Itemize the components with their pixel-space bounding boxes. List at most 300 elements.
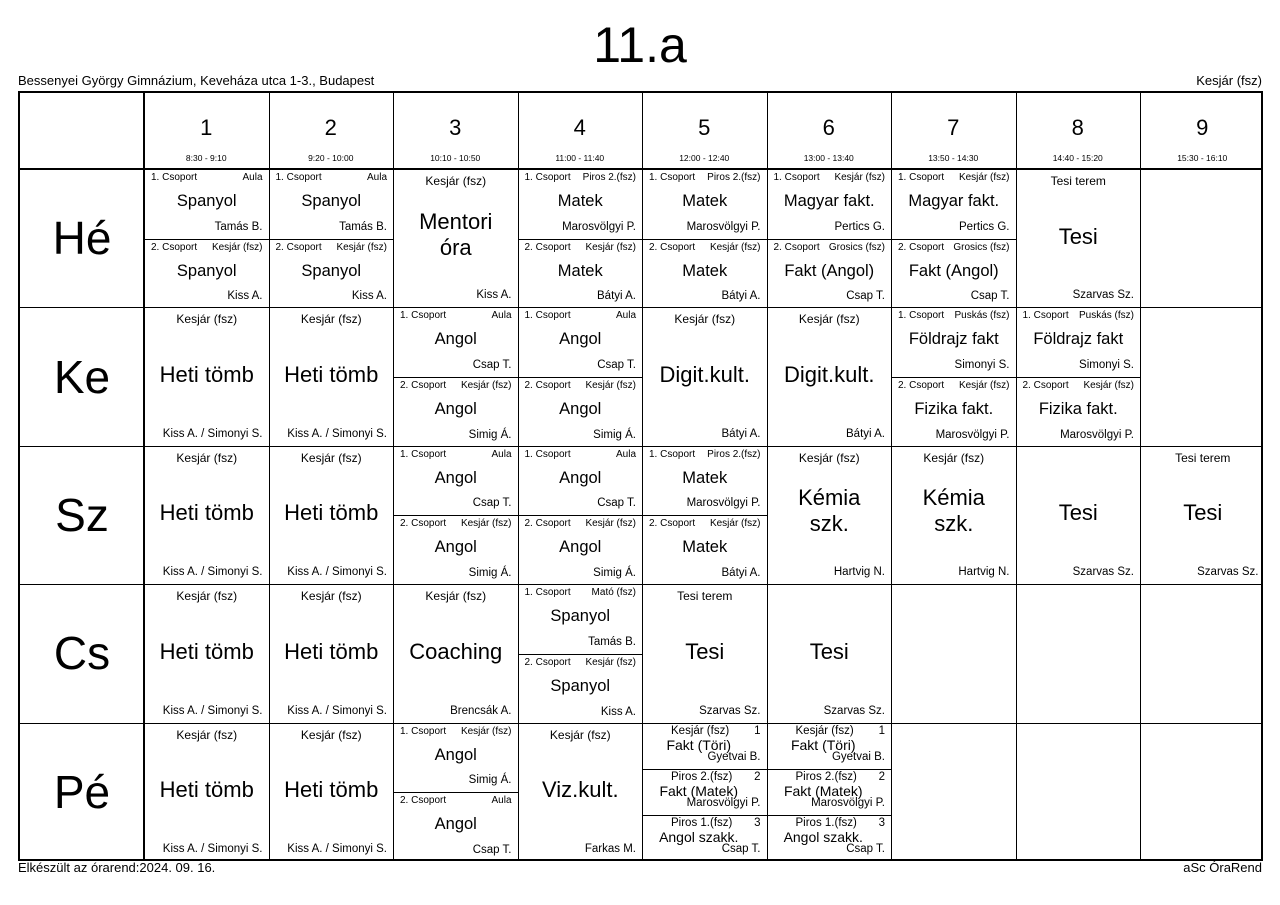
group-room: Kesjár (fsz) (585, 518, 636, 530)
period-header (269, 93, 394, 169)
lesson-subject: Angol (559, 468, 602, 487)
lesson-room: Kesjár (fsz) (798, 450, 860, 465)
lesson-subject: Angol szakk. (659, 829, 739, 846)
group-label: 2. Csoport (400, 518, 447, 530)
lesson-cell (892, 308, 1016, 445)
lesson-subject: Heti tömb (159, 777, 254, 803)
lesson-group (270, 239, 394, 308)
lesson-cell (768, 170, 892, 307)
lesson-room: Tesi terem (677, 589, 733, 604)
day-label: Ke (53, 350, 111, 403)
block-room: Piros 1.(fsz) (671, 817, 733, 830)
lesson-cell (145, 308, 269, 445)
lesson-subject: Spanyol (176, 192, 237, 210)
lesson-teacher: Tamás B. (339, 220, 387, 233)
period-number: 2 (324, 115, 337, 140)
lesson-group (519, 447, 643, 516)
lesson-subject: Fakt (Angol) (908, 261, 999, 280)
lesson-subject: Digit.kult. (784, 362, 875, 388)
lesson-teacher: Csap T. (597, 359, 636, 372)
period-number: 6 (822, 115, 835, 140)
lesson-room: Kesjár (fsz) (549, 727, 611, 742)
lesson-cell (643, 585, 767, 722)
lesson-cell (768, 447, 892, 584)
lesson-cell (1017, 724, 1141, 861)
lesson-subject: Fizika fakt. (914, 400, 994, 419)
period-number: 7 (947, 115, 960, 140)
lesson-subject: Tesi (1058, 223, 1098, 249)
lesson-group (643, 447, 767, 516)
lesson-subject: Mentori óra (419, 208, 493, 260)
lesson-cell (394, 447, 518, 584)
lesson-room: Kesjár (fsz) (674, 312, 736, 327)
block-room: Kesjár (fsz) (671, 724, 730, 737)
period-header (1016, 93, 1141, 169)
lesson-cell (394, 308, 518, 445)
lesson-teacher: Kiss A. / Simonyi S. (162, 704, 263, 717)
lesson-cell (1017, 170, 1141, 307)
lesson-teacher: Csap T. (472, 359, 512, 372)
group-room: Kesjár (fsz) (1083, 380, 1134, 392)
lesson-teacher: Marosvölgyi P. (562, 220, 636, 233)
lesson-teacher: Hartvig N. (833, 566, 885, 579)
created-date: Elkészült az órarend:2024. 09. 16. (18, 860, 216, 875)
lesson-teacher: Bátyi A. (846, 427, 885, 440)
lesson-cell (1017, 585, 1141, 722)
lesson-group (394, 724, 518, 793)
block-room: Piros 2.(fsz) (795, 771, 857, 784)
lesson-cell (1141, 308, 1265, 445)
lesson-teacher: Bátyi A. (597, 290, 636, 303)
lesson-group (892, 377, 1016, 446)
group-label: 1. Csoport (649, 448, 696, 460)
lesson-teacher: Marosvölgyi P. (1060, 428, 1134, 441)
group-label: 2. Csoport (1022, 380, 1069, 392)
lesson-teacher: Kiss A. (351, 290, 387, 303)
lesson-cell (1141, 724, 1265, 861)
lesson-subject: Digit.kult. (659, 362, 750, 388)
lesson-cell (519, 724, 643, 861)
lesson-subject: Matek (682, 468, 728, 487)
block-number: 2 (754, 771, 761, 784)
lesson-cell (394, 724, 518, 861)
block-number: 3 (878, 817, 885, 830)
lesson-teacher: Marosvölgyi P. (686, 497, 761, 510)
lesson-cell (1017, 308, 1141, 445)
group-label: 2. Csoport (524, 241, 571, 253)
group-label: 1. Csoport (524, 587, 571, 599)
period-number: 1 (200, 115, 213, 140)
lesson-subject: Angol (434, 468, 477, 487)
lesson-teacher: Csap T. (846, 290, 885, 303)
lesson-cell (145, 724, 269, 861)
group-room: Aula (242, 172, 263, 183)
period-header (1140, 93, 1265, 169)
group-room: Grosics (fsz) (953, 241, 1010, 253)
software-credit: aSc ÓraRend (1183, 860, 1262, 875)
lesson-cell (892, 724, 1016, 861)
lesson-subject: Matek (682, 192, 728, 210)
lesson-room: Kesjár (fsz) (425, 589, 487, 604)
group-room: Grosics (fsz) (828, 241, 885, 253)
group-label: 2. Csoport (400, 795, 447, 807)
lesson-teacher: Kiss A. / Simonyi S. (287, 427, 387, 440)
lesson-room: Kesjár (fsz) (176, 450, 238, 465)
lesson-teacher: Gyetvai B. (707, 750, 761, 763)
lesson-group (892, 239, 1016, 308)
day-label: Pé (53, 765, 111, 818)
lesson-subject: Matek (682, 538, 728, 557)
lesson-teacher: Kiss A. / Simonyi S. (287, 842, 387, 855)
period-time: 15:30 - 16:10 (1177, 153, 1228, 163)
block-number: 1 (878, 724, 885, 737)
lesson-teacher: Simig Á. (593, 428, 636, 441)
lesson-group (394, 308, 518, 377)
lesson-subject: Angol (434, 538, 477, 557)
lesson-teacher: Tamás B. (214, 220, 263, 233)
lesson-room: Kesjár (fsz) (798, 312, 860, 327)
lesson-teacher: Marosvölgyi P. (935, 428, 1010, 441)
group-room: Kesjár (fsz) (460, 725, 512, 737)
lesson-subject: Matek (557, 192, 603, 210)
lesson-subject: Angol (434, 745, 477, 764)
lesson-group (892, 308, 1016, 377)
lesson-subject: Heti tömb (284, 638, 379, 664)
lesson-group (145, 239, 269, 308)
lesson-subject: Angol (434, 400, 477, 419)
lesson-teacher: Csap T. (721, 843, 761, 856)
group-room: Aula (366, 172, 387, 183)
period-time: 11:00 - 11:40 (555, 153, 605, 163)
group-label: 1. Csoport (275, 172, 322, 183)
lesson-group (519, 585, 643, 654)
period-header (767, 93, 892, 169)
period-time: 13:50 - 14:30 (928, 153, 979, 163)
lesson-group (519, 308, 643, 377)
group-label: 2. Csoport (400, 380, 447, 392)
school-address: Bessenyei György Gimnázium, Keveháza utca 1-3., Budapest (18, 73, 375, 88)
lesson-teacher: Szarvas Sz. (1197, 566, 1259, 579)
lesson-cell (394, 170, 518, 307)
period-time: 13:00 - 13:40 (803, 153, 854, 163)
period-number: 9 (1196, 115, 1209, 140)
lesson-subject: Heti tömb (159, 362, 254, 388)
lesson-teacher: Csap T. (472, 843, 512, 856)
lesson-teacher: Kiss A. / Simonyi S. (162, 566, 263, 579)
lesson-group (1017, 377, 1141, 446)
timetable-grid (18, 91, 1263, 861)
lesson-teacher: Pertics G. (834, 220, 885, 233)
lesson-teacher: Kiss A. (227, 290, 263, 303)
lesson-group (768, 239, 892, 308)
lesson-cell (270, 585, 394, 722)
lesson-cell (892, 585, 1016, 722)
lesson-teacher: Csap T. (846, 843, 885, 856)
group-room: Piros 2.(fsz) (707, 448, 761, 460)
lesson-subject: Heti tömb (284, 777, 379, 803)
lesson-group (394, 792, 518, 861)
lesson-teacher: Bátyi A. (721, 567, 761, 580)
lesson-group (643, 515, 767, 584)
lesson-teacher: Csap T. (472, 497, 512, 510)
group-room: Kesjár (fsz) (585, 656, 636, 668)
lesson-subject: Spanyol (550, 607, 611, 626)
lesson-subject: Tesi (685, 638, 725, 664)
period-header (144, 93, 269, 169)
lesson-room: Kesjár (fsz) (300, 312, 362, 327)
lesson-cell (270, 447, 394, 584)
period-header (393, 93, 518, 169)
lesson-cell (643, 724, 767, 861)
lesson-teacher: Marosvölgyi P. (811, 797, 885, 810)
period-time: 10:10 - 10:50 (430, 153, 481, 163)
lesson-subject: Angol (559, 538, 602, 557)
period-header (891, 93, 1016, 169)
lesson-group (519, 239, 643, 308)
group-room: Puskás (fsz) (1078, 310, 1134, 322)
lesson-subject: Magyar fakt. (908, 192, 1000, 210)
lesson-subject: Spanyol (550, 676, 611, 695)
group-room: Kesjár (fsz) (709, 241, 761, 253)
group-room: Aula (615, 310, 636, 322)
lesson-teacher: Szarvas Sz. (823, 704, 885, 717)
lesson-group (892, 170, 1016, 239)
lesson-room: Kesjár (fsz) (425, 174, 487, 188)
lesson-room: Kesjár (fsz) (300, 589, 362, 604)
lesson-teacher: Kiss A. / Simonyi S. (162, 842, 263, 855)
lesson-group (270, 170, 394, 239)
lesson-subject: Fakt (Matek) (659, 783, 739, 800)
group-room: Aula (491, 448, 512, 460)
block-room: Kesjár (fsz) (795, 724, 854, 737)
group-room: Aula (491, 795, 512, 807)
lesson-room: Kesjár (fsz) (300, 727, 362, 742)
block-number: 2 (878, 771, 885, 784)
group-label: 1. Csoport (524, 310, 571, 322)
lesson-cell (145, 585, 269, 722)
group-room: Kesjár (fsz) (958, 380, 1010, 392)
lesson-subject: Angol szakk. (783, 829, 863, 846)
lesson-block (643, 815, 767, 861)
lesson-room: Kesjár (fsz) (176, 312, 238, 327)
lesson-subject: Heti tömb (284, 500, 379, 526)
lesson-block (768, 815, 892, 861)
lesson-teacher: Csap T. (970, 290, 1010, 303)
lesson-teacher: Simonyi S. (954, 359, 1010, 372)
lesson-subject: Fakt (Angol) (784, 261, 875, 280)
group-room: Piros 2.(fsz) (707, 172, 761, 183)
group-label: 1. Csoport (898, 310, 945, 322)
period-time: 9:20 - 10:00 (308, 153, 354, 163)
lesson-cell (145, 170, 269, 307)
lesson-group (145, 170, 269, 239)
lesson-cell (1141, 170, 1265, 307)
lesson-cell (768, 308, 892, 445)
lesson-cell (643, 308, 767, 445)
lesson-subject: Földrajz fakt (1033, 330, 1124, 349)
lesson-teacher: Simig Á. (593, 567, 636, 580)
lesson-teacher: Brencsák A. (450, 704, 512, 717)
lesson-group (519, 377, 643, 446)
lesson-cell (768, 724, 892, 861)
lesson-subject: Kémia szk. (922, 485, 985, 537)
lesson-subject: Fakt (Töri) (790, 736, 856, 753)
lesson-cell (1141, 447, 1265, 584)
lesson-block (768, 769, 892, 815)
page-title: 11.a (593, 17, 687, 73)
group-room: Mató (fsz) (591, 587, 636, 599)
lesson-room: Tesi terem (1050, 174, 1106, 188)
group-label: 2. Csoport (524, 380, 571, 392)
lesson-teacher: Pertics G. (959, 220, 1010, 233)
lesson-cell (519, 585, 643, 722)
block-room: Piros 2.(fsz) (671, 771, 733, 784)
lesson-teacher: Simig Á. (468, 567, 512, 580)
group-room: Kesjár (fsz) (336, 241, 387, 253)
group-label: 2. Csoport (773, 241, 820, 253)
lesson-cell (270, 308, 394, 445)
lesson-teacher: Szarvas Sz. (1072, 289, 1134, 302)
lesson-cell (768, 585, 892, 722)
lesson-subject: Viz.kult. (541, 777, 619, 803)
group-room: Kesjár (fsz) (834, 172, 885, 183)
lesson-cell (270, 170, 394, 307)
lesson-group (394, 515, 518, 584)
lesson-teacher: Tamás B. (588, 635, 636, 648)
lesson-teacher: Marosvölgyi P. (686, 797, 761, 810)
lesson-teacher: Marosvölgyi P. (686, 220, 761, 233)
group-label: 1. Csoport (400, 448, 447, 460)
group-room: Aula (491, 310, 512, 322)
lesson-subject: Tesi (1058, 500, 1098, 526)
group-label: 1. Csoport (1022, 310, 1069, 322)
lesson-cell (1141, 585, 1265, 722)
lesson-teacher: Kiss A. (600, 705, 636, 718)
group-label: 1. Csoport (524, 448, 571, 460)
lesson-subject: Heti tömb (284, 362, 379, 388)
lesson-subject: Spanyol (301, 192, 362, 210)
period-header (518, 93, 643, 169)
lesson-subject: Földrajz fakt (908, 330, 999, 349)
day-label: Hé (52, 212, 112, 265)
group-room: Kesjár (fsz) (211, 241, 263, 253)
lesson-group (519, 515, 643, 584)
lesson-subject: Magyar fakt. (783, 192, 875, 210)
group-room: Piros 2.(fsz) (582, 172, 636, 183)
lesson-teacher: Kiss A. / Simonyi S. (287, 704, 387, 717)
period-time: 12:00 - 12:40 (679, 153, 730, 163)
period-number: 4 (573, 115, 586, 140)
group-label: 2. Csoport (898, 380, 945, 392)
lesson-group (1017, 308, 1141, 377)
period-number: 3 (449, 115, 462, 140)
day-label: Cs (53, 627, 111, 680)
lesson-subject: Spanyol (301, 261, 362, 280)
lesson-subject: Angol (559, 330, 602, 349)
lesson-teacher: Bátyi A. (721, 427, 761, 440)
lesson-room: Kesjár (fsz) (176, 727, 238, 742)
lesson-teacher: Farkas M. (584, 842, 636, 855)
lesson-teacher: Csap T. (597, 497, 636, 510)
group-label: 2. Csoport (275, 241, 322, 253)
group-room: Aula (615, 448, 636, 460)
lesson-cell (643, 447, 767, 584)
lesson-block (643, 769, 767, 815)
lesson-cell (519, 447, 643, 584)
group-label: 1. Csoport (898, 172, 945, 183)
group-room: Puskás (fsz) (954, 310, 1010, 322)
lesson-subject: Heti tömb (159, 638, 254, 664)
group-label: 2. Csoport (649, 518, 696, 530)
lesson-cell (1017, 447, 1141, 584)
lesson-teacher: Kiss A. / Simonyi S. (162, 427, 263, 440)
group-label: 2. Csoport (898, 241, 945, 253)
lesson-teacher: Kiss A. / Simonyi S. (287, 566, 387, 579)
block-number: 3 (754, 817, 761, 830)
lesson-cell (892, 447, 1016, 584)
lesson-subject: Angol (559, 400, 602, 419)
lesson-teacher: Gyetvai B. (831, 750, 885, 763)
lesson-cell (270, 724, 394, 861)
lesson-subject: Matek (682, 261, 728, 280)
group-room: Kesjár (fsz) (585, 380, 636, 392)
group-label: 2. Csoport (524, 656, 571, 668)
lesson-cell (643, 170, 767, 307)
lesson-subject: Matek (557, 261, 603, 280)
lesson-teacher: Szarvas Sz. (1072, 566, 1134, 579)
lesson-group (768, 170, 892, 239)
lesson-cell (519, 308, 643, 445)
block-number: 1 (754, 724, 761, 737)
lesson-subject: Fizika fakt. (1038, 400, 1118, 419)
period-time: 14:40 - 15:20 (1052, 153, 1103, 163)
lesson-cell (394, 585, 518, 722)
group-label: 1. Csoport (151, 172, 198, 183)
group-label: 1. Csoport (400, 725, 447, 737)
period-number: 8 (1071, 115, 1084, 140)
lesson-room: Kesjár (fsz) (923, 450, 985, 465)
group-label: 1. Csoport (773, 172, 820, 183)
lesson-group (394, 447, 518, 516)
period-time: 8:30 - 9:10 (185, 153, 227, 163)
period-number: 5 (698, 115, 711, 140)
lesson-cell (519, 170, 643, 307)
lesson-block (643, 724, 767, 770)
group-room: Kesjár (fsz) (460, 380, 512, 392)
lesson-subject: Fakt (Töri) (666, 736, 732, 753)
lesson-teacher: Hartvig N. (958, 566, 1010, 579)
home-room: Kesjár (fsz) (1196, 73, 1262, 88)
lesson-subject: Spanyol (176, 261, 237, 280)
lesson-room: Kesjár (fsz) (300, 450, 362, 465)
lesson-room: Tesi terem (1175, 450, 1231, 465)
group-label: 2. Csoport (649, 241, 696, 253)
lesson-group (394, 377, 518, 446)
period-header (642, 93, 767, 169)
lesson-subject: Heti tömb (159, 500, 254, 526)
block-room: Piros 1.(fsz) (795, 817, 857, 830)
group-room: Kesjár (fsz) (709, 518, 761, 530)
lesson-cell (145, 447, 269, 584)
lesson-teacher: Simonyi S. (1079, 359, 1134, 372)
group-room: Kesjár (fsz) (585, 241, 636, 253)
group-label: 2. Csoport (151, 241, 198, 253)
lesson-group (643, 239, 767, 308)
lesson-subject: Tesi (809, 638, 849, 664)
day-label: Sz (55, 489, 109, 541)
group-label: 1. Csoport (400, 310, 447, 322)
lesson-teacher: Simig Á. (468, 774, 512, 787)
